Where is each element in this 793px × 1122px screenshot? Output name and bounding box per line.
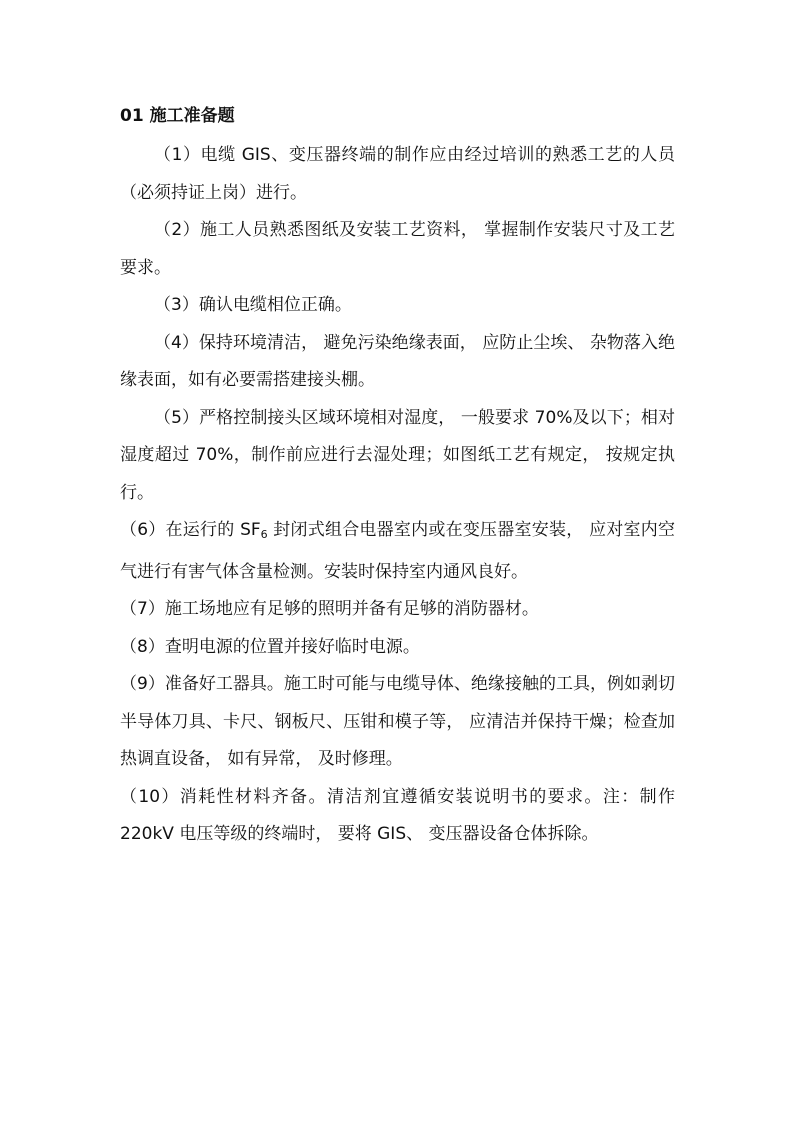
- paragraph-1: （1）电缆 GIS、变压器终端的制作应由经过培训的熟悉工艺的人员（必须持证上岗）进行。: [120, 145, 675, 203]
- paragraph-3: （3）确认电缆相位正确。: [154, 295, 352, 315]
- paragraph-6-before: （6）在运行的 SF: [120, 520, 261, 540]
- paragraph-4: （4）保持环境清洁， 避免污染绝缘表面， 应防止尘埃、 杂物落入绝缘表面，如有必要需搭建接头棚。: [120, 332, 675, 390]
- sf6-subscript: 6: [260, 528, 268, 541]
- document-body: [120, 101, 675, 854]
- paragraph-2: （2）施工人员熟悉图纸及安装工艺资料， 掌握制作安装尺寸及工艺要求。: [120, 220, 675, 278]
- paragraph-8: （8）查明电源的位置并接好临时电源。: [120, 636, 420, 657]
- paragraph-6: [120, 512, 675, 591]
- paragraph-10: （10）消耗性材料齐备。清洁剂宜遵循安装说明书的要求。注：制作 220kV 电压等级的终端时， 要将 GIS、 变压器设备仓体拆除。: [120, 786, 675, 844]
- paragraph-7: （7）施工场地应有足够的照明并备有足够的消防器材。: [120, 599, 539, 619]
- paragraph-9: （9）准备好工器具。施工时可能与电缆导体、绝缘接触的工具，例如剥切半导体刀具、卡尺、钢板尺、压钳和模子等， 应清洁并保持干燥；检查加热调直设备， 如有异常， 及时修理。: [120, 674, 675, 769]
- paragraph-6-after: 封闭式组合电器室内或在变压器室安装， 应对室内空气进行有害气体含量检测。安装时保持室内通风良好。: [120, 520, 675, 582]
- section-title: 01 施工准备题: [120, 106, 235, 126]
- paragraph-5: （5）严格控制接头区域环境相对湿度， 一般要求 70%及以下；相对湿度超过 70%，制作前应进行去湿处理；如图纸工艺有规定， 按规定执行。: [120, 407, 675, 503]
